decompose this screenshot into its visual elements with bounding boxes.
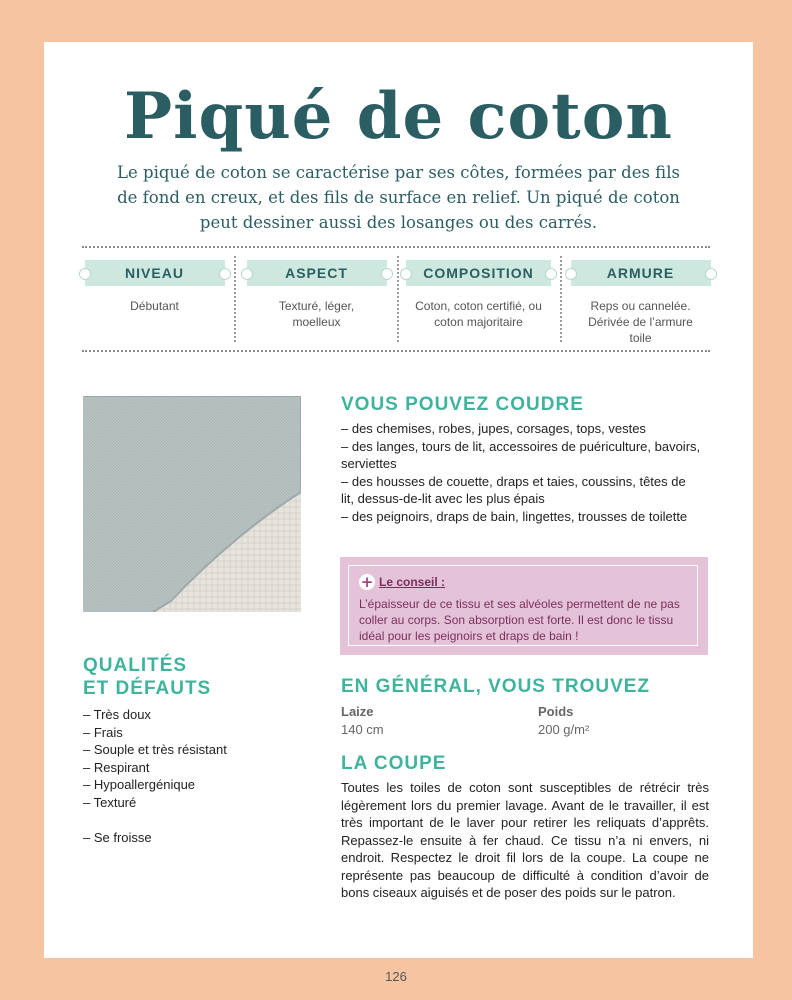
qualities-list [83,706,303,811]
list-item: – Souple et très résistant [83,742,227,757]
list-item: – Très doux [83,707,151,722]
qualities-heading-line1: QUALITÉS [83,655,188,676]
fabric-photo [83,396,301,612]
list-item: – Frais [83,724,123,740]
property-value: Texturé, léger, moelleux [278,299,355,329]
column-separator [560,256,562,342]
sew-list [341,420,701,525]
defects-list [83,829,303,847]
sew-heading: VOUS POUVEZ COUDRE [341,394,584,415]
list-item: – des chemises, robes, jupes, corsages, tops, vestes [341,421,646,436]
tip-text: L’épaisseur de ce tissu et ses alvéoles permettent de ne pas coller au corps. Son absorption est forte. Il est donc le tissu idéal pour les peignoirs et draps de bain ! [359,597,680,643]
page-number: 126 [385,969,407,984]
page-title: Piqué de coton [124,79,673,154]
list-item: – des langes, tours de lit, accessoires de puériculture, bavoirs, serviettes [341,438,701,471]
qualities-heading-line2: ET DÉFAUTS [83,678,212,699]
column-separator [234,256,236,342]
tip-title: Le conseil : [379,575,446,589]
list-item: – Se froisse [83,830,152,845]
property-value: Reps ou cannelée. Dérivée de l’armure toile [588,299,693,345]
list-item: – Hypoallergénique [83,777,196,792]
poids-value: 200 g/m² [538,722,590,737]
plus-icon: + [360,573,374,591]
list-item: – des peignoirs, draps de bain, lingettes, trousses de toilette [341,508,688,524]
poids-label: Poids [538,704,574,719]
general-heading: EN GÉNÉRAL, VOUS TROUVEZ [341,676,651,697]
list-item: – Respirant [83,759,150,775]
dotted-divider-bottom [82,350,710,352]
property-niveau [82,260,227,314]
qualities-heading [83,654,211,700]
property-label: NIVEAU [85,260,225,286]
cut-text: Toutes les toiles de coton sont susceptibles de rétrécir très légèrement lors du premier lavage. Avant de le travailler, il est très important de le laver pour retirer les reliquats d’apprêts. Repassez-le ensuite à fer chaud. Ce tissu n’a ni envers, ni endroit. Respectez le droit fil lors de la coupe. La coupe ne représente pas beaucoup de difficulté à condition d’avoir de bons ciseaux aiguisés et de poser des poids sur le patron. [341,780,709,900]
property-composition [406,260,551,330]
list-item: – Texturé [83,794,137,810]
laize-label: Laize [341,704,374,719]
property-aspect [244,260,389,330]
list-item: – des housses de couette, draps et taies, coussins, têtes de lit, dessus-de-lit avec les plus épais [341,473,686,506]
intro-text: Le piqué de coton se caractérise par ses côtes, formées par des fils de fond en creux, et des fils de surface en relief. Un piqué de coton peut dessiner aussi des losanges ou des carrés. [117,163,680,232]
cut-heading: LA COUPE [341,753,447,774]
column-separator [397,256,399,342]
dotted-divider-top [82,246,710,248]
property-label: ASPECT [247,260,387,286]
property-armure [568,260,713,346]
property-label: ARMURE [571,260,711,286]
page [44,42,753,958]
laize-value: 140 cm [341,722,384,737]
tip-frame [348,565,698,646]
property-label: COMPOSITION [406,260,551,286]
property-value: Débutant [130,299,179,313]
tip-box [340,557,708,655]
property-value: Coton, coton certifié, ou coton majoritaire [415,299,542,329]
